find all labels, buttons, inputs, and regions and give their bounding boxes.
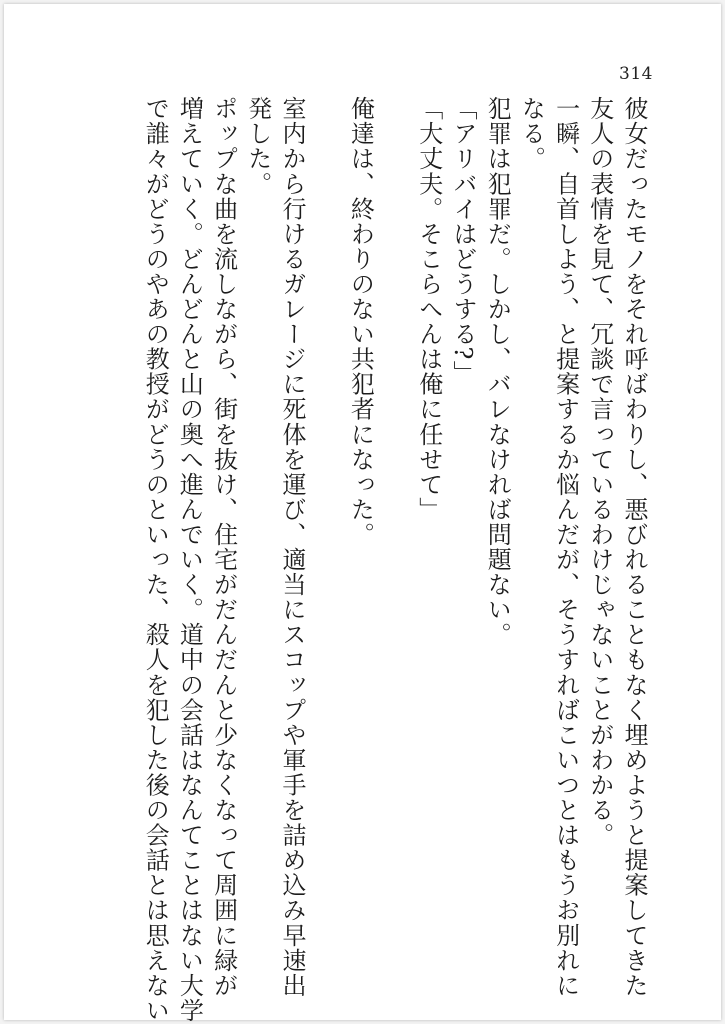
book-page bbox=[4, 4, 721, 1023]
text-line: 友人の表情を見て、冗談で言っているわけじゃないことがわかる。 bbox=[585, 96, 614, 848]
blank-line bbox=[309, 96, 343, 976]
blank-line bbox=[377, 96, 411, 976]
text-line: 増えていく。どんどんと山の奥へ進んでいく。道中の会話はなんてことはない大学 bbox=[175, 96, 204, 1023]
text-line: ポップな曲を流しながら、街を抜け、住宅がだんだんと少なくなって周囲に緑が bbox=[209, 96, 238, 998]
text-line: で誰々がどうのやあの教授がどうのといった、殺人を犯した後の会話とは思えない bbox=[141, 96, 170, 1023]
text-line: なる。 bbox=[517, 96, 546, 172]
text-line: 「大丈夫。そこらへんは俺に任せて」 bbox=[414, 96, 443, 522]
page-number: 314 bbox=[619, 64, 653, 84]
text-line: 「アリバイはどうする?」 bbox=[448, 96, 477, 386]
text-line: 彼女だったモノをそれ呼ばわりし、悪びれることもなく埋めようと提案してきた bbox=[620, 96, 648, 998]
text-line: 発した。 bbox=[243, 96, 272, 197]
body-text bbox=[138, 96, 651, 1023]
text-line: 一瞬、自首しよう、と提案するか悩んだが、そうすればこいつとはもうお別れに bbox=[551, 96, 580, 998]
text-line: 室内から行けるガレージに死体を運び、適当にスコップや軍手を詰め込み早速出 bbox=[278, 96, 306, 998]
text-line: 犯罪は犯罪だ。しかし、バレなければ問題ない。 bbox=[483, 96, 512, 648]
text-line: 俺達は、終わりのない共犯者になった。 bbox=[346, 96, 375, 547]
